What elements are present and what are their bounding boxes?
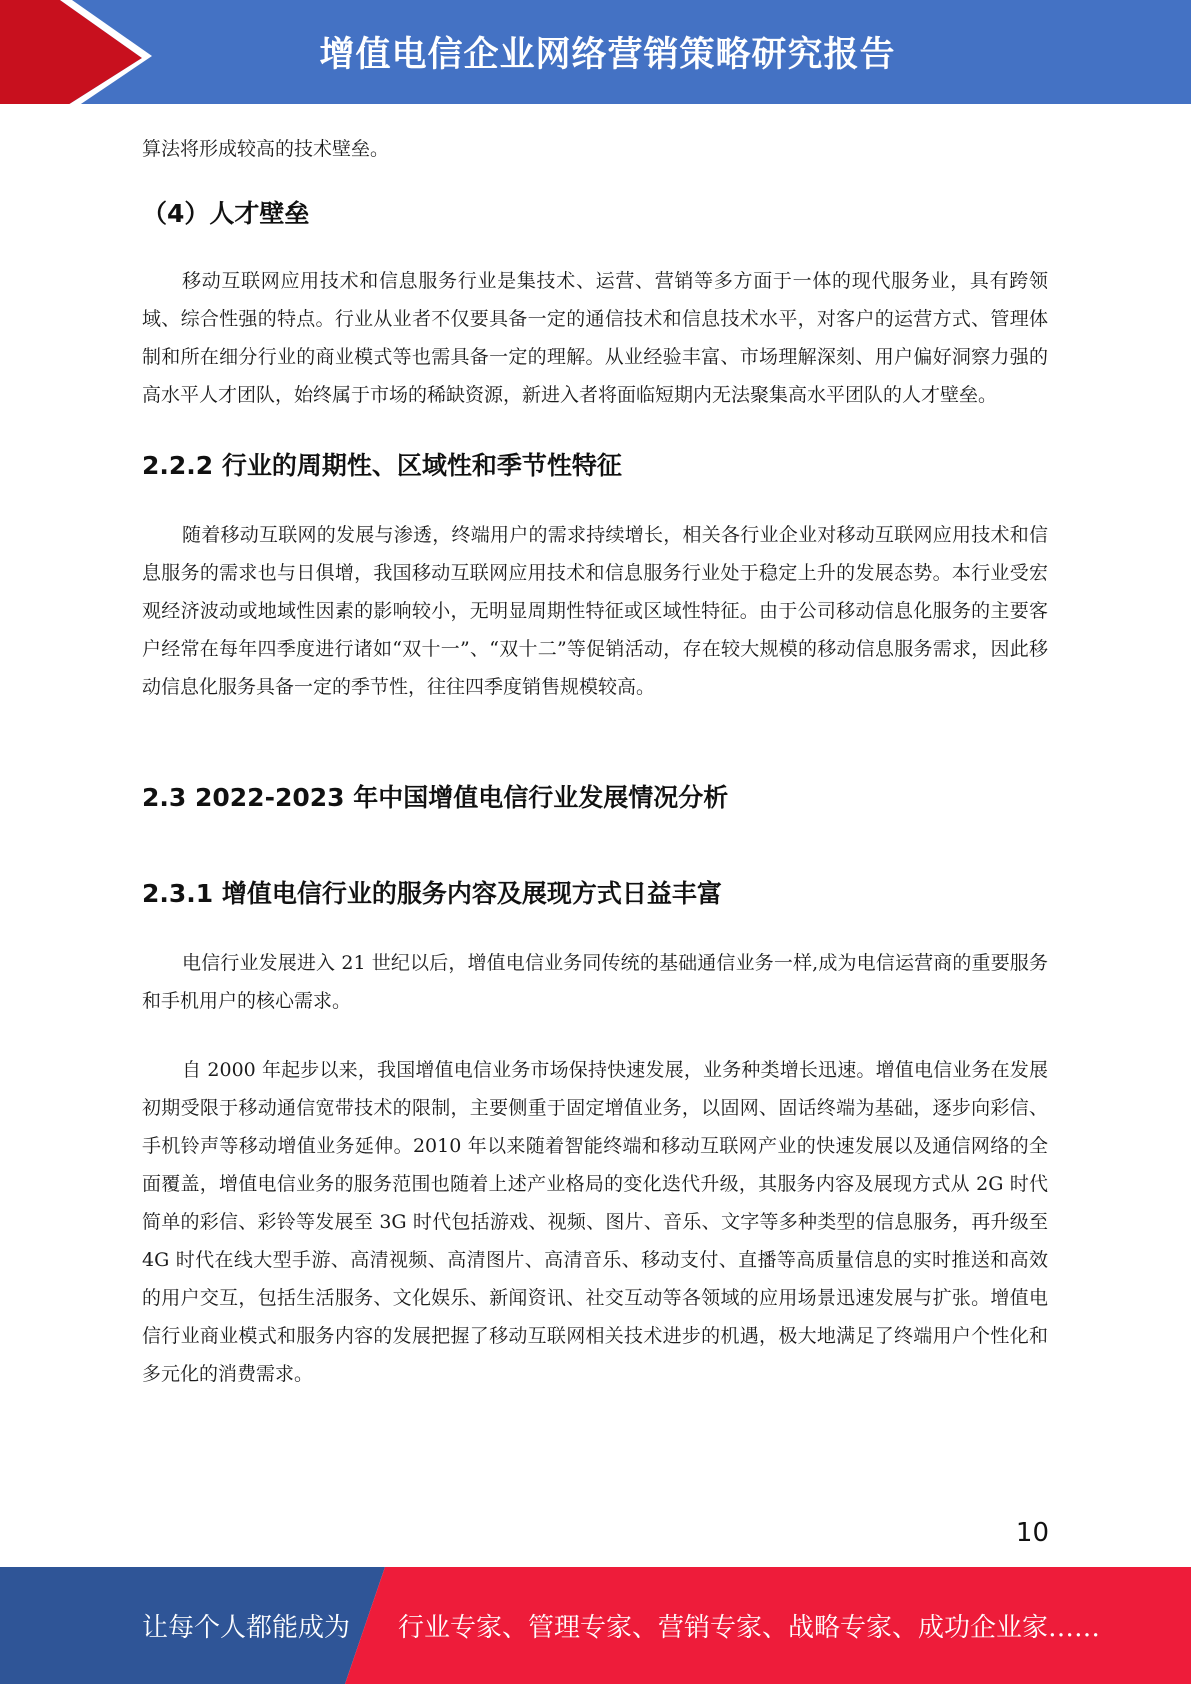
report-title: 增值电信企业网络营销策略研究报告	[319, 35, 896, 75]
paragraph-21st-century: 电信行业发展进入 21 世纪以后，增值电信业务同传统的基础通信业务一样,成为电信运营商的重要服务和手机用户的核心需求。	[142, 952, 1048, 1012]
paragraph-since-2000: 自 2000 年起步以来，我国增值电信业务市场保持快速发展，业务种类增长迅速。增值电信业务在发展初期受限于移动通信宽带技术的限制，主要侧重于固定增值业务，以固网、固话终端为基础，逐步向彩信、手机铃声等移动增值业务延伸。2010 年以来随着智能终端和移动互联网产业的快速发展以及通信网络的全面覆盖，增值电信业务的服务范围也随着上述产业格局的变化迭代升级，其服务内容及展现方式从 2G 时代简单的彩信、彩铃等发展至 3G 时代包括游戏、视频、图片、音乐、文字等多种类型的信息服务，再升级至 4G 时代在线大型手游、高清视频、高清图片、高清音乐、移动支付、直播等高质量信息的实时推送和高效的用户交互，包括生活服务、文化娱乐、新闻资讯、社交互动等各领域的应用场景迅速发展与扩张。增值电信行业商业模式和服务内容的发展把握了移动互联网相关技术进步的机遇，极大地满足了终端用户个性化和多元化的消费需求。	[142, 1059, 1048, 1385]
document-body	[142, 128, 1048, 1393]
page-header	[0, 0, 1191, 110]
paragraph-tech-barrier-end: 算法将形成较高的技术壁垒。	[142, 138, 390, 160]
footer-slogan-right: 行业专家、管理专家、营销专家、战略专家、成功企业家……	[398, 1613, 1101, 1643]
page-number: 10	[1015, 1518, 1049, 1548]
paragraph-seasonality: 随着移动互联网的发展与渗透，终端用户的需求持续增长，相关各行业企业对移动互联网应用技术和信息服务的需求也与日俱增，我国移动互联网应用技术和信息服务行业处于稳定上升的发展态势。本行业受宏观经济波动或地域性因素的影响较小，无明显周期性特征或区域性特征。由于公司移动信息化服务的主要客户经常在每年四季度进行诸如“双十一”、“双十二”等促销活动，存在较大规模的移动信息服务需求，因此移动信息化服务具备一定的季节性，往往四季度销售规模较高。	[142, 524, 1048, 698]
heading-talent-barrier: （4）人才壁垒	[142, 199, 310, 228]
page-footer	[0, 1567, 1191, 1684]
footer-slogan-left: 让每个人都能成为	[142, 1613, 351, 1643]
heading-2-3-1: 2.3.1 增值电信行业的服务内容及展现方式日益丰富	[142, 879, 722, 908]
heading-2-3: 2.3 2022-2023 年中国增值电信行业发展情况分析	[142, 783, 729, 812]
paragraph-talent-barrier: 移动互联网应用技术和信息服务行业是集技术、运营、营销等多方面于一体的现代服务业，具有跨领域、综合性强的特点。行业从业者不仅要具备一定的通信技术和信息技术水平，对客户的运营方式、管理体制和所在细分行业的商业模式等也需具备一定的理解。从业经验丰富、市场理解深刻、用户偏好洞察力强的高水平人才团队，始终属于市场的稀缺资源，新进入者将面临短期内无法聚集高水平团队的人才壁垒。	[142, 270, 1048, 406]
heading-2-2-2: 2.2.2 行业的周期性、区域性和季节性特征	[142, 451, 622, 480]
